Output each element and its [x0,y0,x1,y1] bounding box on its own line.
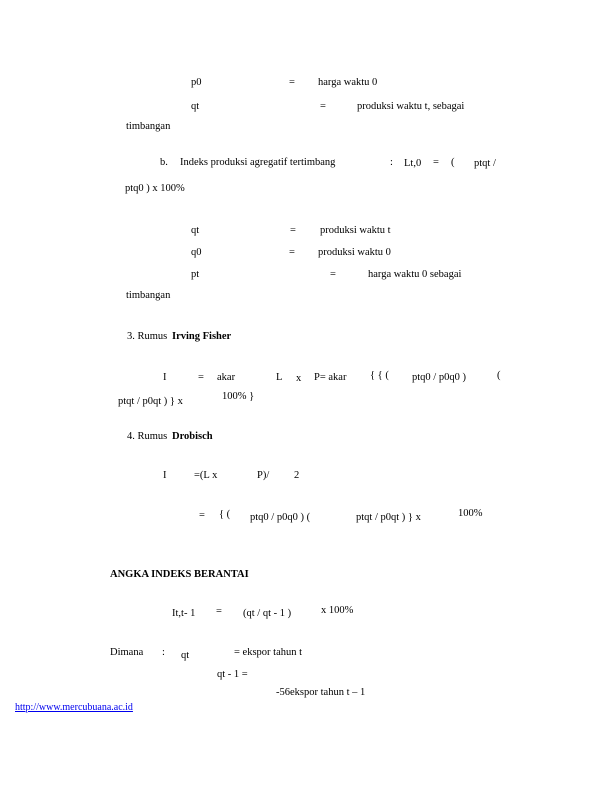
dimana-label: Dimana [110,647,144,658]
formula-fraction: ptq0 / p0q0 ) [412,372,466,383]
section-title: Indeks produksi agregatif tertimbang [180,157,336,168]
formula-symbol: 2 [294,470,300,481]
braces: { { ( [370,370,389,381]
section-title: Drobisch [172,431,213,442]
def-qt: produksi waktu t, sebagai [357,101,465,112]
footer-url-link[interactable]: http://www.mercubuana.ac.id [15,702,133,713]
var-qt: qt [191,225,200,236]
formula-text: akar [217,372,236,383]
formula-symbol: It,t- 1 [172,608,196,619]
equals-sign: = [330,269,336,280]
var-qt: qt [191,101,200,112]
def-p0: harga waktu 0 [318,77,378,88]
item-label-b: b. [160,157,168,168]
formula-fraction: ptq0 / p0q0 ) ( [250,512,311,523]
formula-fraction: (qt / qt - 1 ) [243,608,292,619]
formula-text: x 100% [321,605,354,616]
formula-fraction: ptqt / [474,158,496,169]
equals-sign: = [290,225,296,236]
formula-fraction: ptqt / p0qt ) } x [356,512,421,523]
colon: : [162,647,165,658]
formula-text: 100% [458,508,483,519]
equals-sign: = [289,77,295,88]
equals-sign: = [289,247,295,258]
formula-text: 100% } [222,391,255,402]
var-q0: q0 [191,247,202,258]
paren: ( [497,370,501,381]
def-continuation: timbangan [126,121,171,132]
formula-symbol: I [163,470,167,481]
def-qt: produksi waktu t [320,225,391,236]
formula-fraction: ptqt / p0qt ) } x [118,396,183,407]
section-number: 3. Rumus [127,331,168,342]
formula-text: P= akar [314,372,347,383]
section-heading: ANGKA INDEKS BERANTAI [110,569,249,580]
var-qt-1: qt - 1 = [217,669,248,680]
formula-symbol: L [276,372,283,383]
index-symbol: Lt,0 [404,158,422,169]
paren: ( [451,157,455,168]
var-p0: p0 [191,77,202,88]
def-q0: produksi waktu 0 [318,247,391,258]
var-qt: qt [181,650,190,661]
section-title: Irving Fisher [172,331,232,342]
formula-fraction: ptq0 ) x 100% [125,183,185,194]
def-pt: harga waktu 0 sebagai [368,269,462,280]
equals-sign: = [198,372,204,383]
braces: { ( [219,509,231,520]
section-number: 4. Rumus [127,431,168,442]
equals-sign: = [320,101,326,112]
formula-text: P)/ [257,470,270,481]
def-qt: = ekspor tahun t [234,647,303,658]
formula-symbol: x [296,373,302,384]
def-continuation: timbangan [126,290,171,301]
formula-symbol: I [163,372,167,383]
equals-sign: = [216,606,222,617]
colon: : [390,157,393,168]
formula-text: =(L x [194,470,218,481]
var-pt: pt [191,269,200,280]
def-qt-1: -56ekspor tahun t – 1 [276,687,366,698]
equals-sign: = [199,510,205,521]
equals-sign: = [433,157,439,168]
